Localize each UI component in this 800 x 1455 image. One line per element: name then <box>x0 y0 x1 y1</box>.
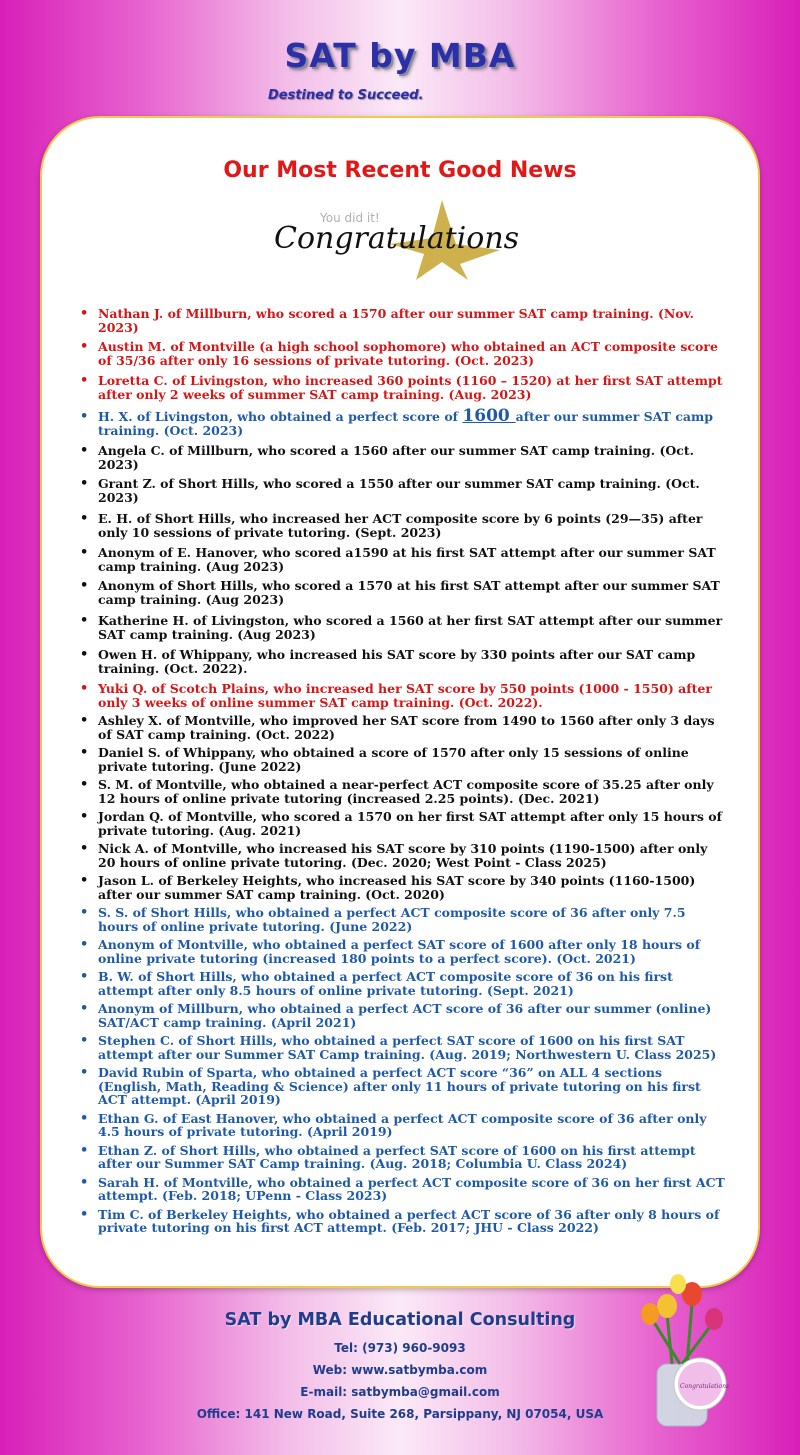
news-item: • Sarah H. of Montville, who obtained a perfect ACT composite score of 36 on her first ACT attempt. (Feb. 2018; UPenn - Class 2023) <box>78 1176 728 1203</box>
news-item: • Ashley X. of Montville, who improved her SAT score from 1490 to 1560 after only 3 days of SAT camp training. (Oct. 2022) <box>78 714 728 741</box>
news-item: • Angela C. of Millburn, who scored a 1560 after our summer SAT camp training. (Oct. 2023) <box>78 444 728 471</box>
news-item: • Loretta C. of Livingston, who increased 360 points (1160 – 1520) at her first SAT attempt after only 2 weeks of summer SAT camp training. (Aug. 2023) <box>78 374 728 401</box>
news-item: • Anonym of Montville, who obtained a perfect SAT score of 1600 after only 18 hours of online private tutoring (increased 180 points to a perfect score). (Oct. 2021) <box>78 938 728 965</box>
footer-office: Office: 141 New Road, Suite 268, Parsippany, NJ 07054, USA <box>196 1407 604 1421</box>
news-item: • Yuki Q. of Scotch Plains, who increased her SAT score by 550 points (1000 - 1550) after only 3 weeks of online summer SAT camp training. (Oct. 2022). <box>78 682 728 709</box>
news-item: • Austin M. of Montville (a high school sophomore) who obtained an ACT composite score of 35/36 after only 16 sessions of private tutoring. (Oct. 2023) <box>78 340 728 367</box>
news-item: • Katherine H. of Livingston, who scored a 1560 at her first SAT attempt after our summer SAT camp training. (Aug 2023) <box>78 614 728 641</box>
news-item: • Jordan Q. of Montville, who scored a 1570 on her first SAT attempt after only 15 hours of private tutoring. (Aug. 2021) <box>78 810 728 837</box>
news-item: • Anonym of Short Hills, who scored a 1570 at his first SAT attempt after our summer SAT camp training. (Aug 2023) <box>78 579 728 606</box>
news-item-text: H. X. of Livingston, who obtained a perfect score of <box>98 409 463 424</box>
congratulations-banner <box>270 192 530 282</box>
footer-company: SAT by MBA Educational Consulting <box>224 1310 576 1330</box>
news-item: • S. S. of Short Hills, who obtained a perfect ACT composite score of 36 after only 7.5 hours of online private tutoring. (June 2022) <box>78 906 728 933</box>
news-list <box>78 307 728 1240</box>
news-item: • Nathan J. of Millburn, who scored a 1570 after our summer SAT camp training. (Nov. 2023) <box>78 307 728 334</box>
news-item: • Ethan G. of East Hanover, who obtained a perfect ACT composite score of 36 after only 4.5 hours of private tutoring. (April 2019) <box>78 1112 728 1139</box>
brand-tagline: Destined to Succeed. <box>268 88 424 103</box>
news-item: • E. H. of Short Hills, who increased her ACT composite score by 6 points (29—35) after only 10 sessions of private tutoring. (Sept. 2023) <box>78 512 728 539</box>
congrats-small-text: You did it! <box>320 211 380 225</box>
news-item: • B. W. of Short Hills, who obtained a perfect ACT composite score of 36 on his first attempt after only 8.5 hours of online private tutoring. (Sept. 2021) <box>78 970 728 997</box>
news-title: Our Most Recent Good News <box>223 158 577 183</box>
news-item: • Ethan Z. of Short Hills, who obtained a perfect SAT score of 1600 on his first attempt after our Summer SAT Camp training. (Aug. 2018; Columbia U. Class 2024) <box>78 1144 728 1171</box>
news-item-highlight: 1600 <box>462 406 516 426</box>
news-item: • Anonym of Millburn, who obtained a perfect ACT score of 36 after our summer (online) SAT/ACT camp training. (April 2021) <box>78 1002 728 1029</box>
news-item-text: after our summer SAT camp training. (Oct. 2023) <box>98 409 714 438</box>
footer-tel[interactable]: Tel: (973) 960-9093 <box>334 1341 466 1355</box>
news-item: • Owen H. of Whippany, who increased his SAT score by 330 points after our SAT camp training. (Oct. 2022). <box>78 648 728 675</box>
news-item: • Nick A. of Montville, who increased his SAT score by 310 points (1190-1500) after only 20 hours of online private tutoring. (Dec. 2020; West Point - Class 2025) <box>78 842 728 869</box>
news-item: • Grant Z. of Short Hills, who scored a 1550 after our summer SAT camp training. (Oct. 2023) <box>78 477 728 504</box>
news-item <box>78 406 728 438</box>
brand-title: SAT by MBA <box>284 36 516 75</box>
news-item: • Daniel S. of Whippany, who obtained a score of 1570 after only 15 sessions of online private tutoring. (June 2022) <box>78 746 728 773</box>
news-item: • Anonym of E. Hanover, who scored a1590 at his first SAT attempt after our summer SAT camp training. (Aug 2023) <box>78 546 728 573</box>
footer-email[interactable]: E-mail: satbymba@gmail.com <box>300 1385 500 1399</box>
footer-web[interactable]: Web: www.satbymba.com <box>312 1363 488 1377</box>
news-item: • Jason L. of Berkeley Heights, who increased his SAT score by 340 points (1160-1500) after our summer SAT camp training. (Oct. 2020) <box>78 874 728 901</box>
news-item: • David Rubin of Sparta, who obtained a perfect ACT score “36” on ALL 4 sections (English, Math, Reading & Science) after only 11 hours of private tutoring on his first ACT attempt. (April 2019) <box>78 1066 728 1107</box>
balloon-text: Congratulations <box>680 1383 730 1390</box>
news-item: • Stephen C. of Short Hills, who obtained a perfect SAT score of 1600 on his first SAT attempt after our Summer SAT Camp training. (Aug. 2019; Northwestern U. Class 2025) <box>78 1034 728 1061</box>
news-item: • S. M. of Montville, who obtained a near-perfect ACT composite score of 35.25 after only 12 hours of online private tutoring (increased 2.25 points). (Dec. 2021) <box>78 778 728 805</box>
news-item: • Tim C. of Berkeley Heights, who obtained a perfect ACT score of 36 after only 8 hours of private tutoring on his first ACT attempt. (Feb. 2017; JHU - Class 2022) <box>78 1208 728 1235</box>
congrats-script-text: Congratulations <box>274 221 520 256</box>
flower-bouquet-icon <box>612 1264 742 1434</box>
